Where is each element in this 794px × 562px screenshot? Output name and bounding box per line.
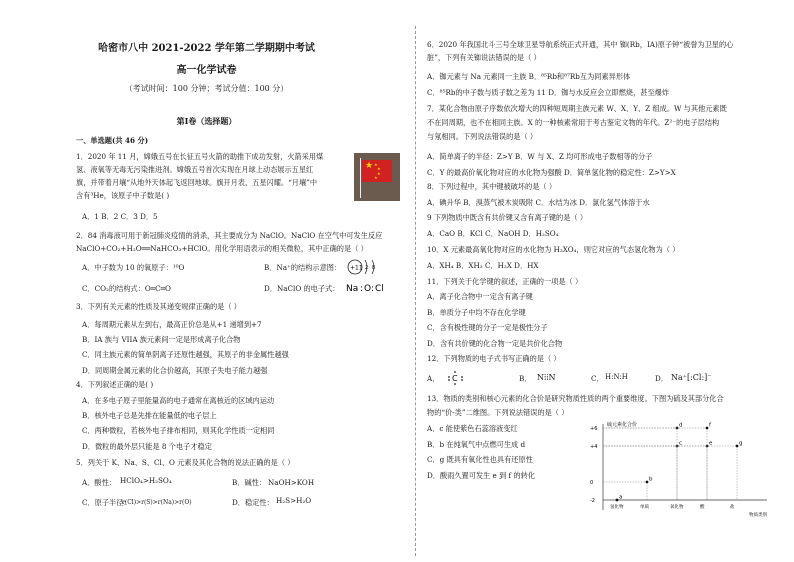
option: C． [591,374,604,383]
option: C．Y 的最高价氧化物对应的水化物为强酸 D．简单氢化物的稳定性：Z>Y>X [427,168,676,177]
text-line: 8．下列过程中，其中键被破坏的是（ ） [427,182,557,191]
option: C．CO₂的结构式：O═C═O [82,284,171,293]
point-label: f [709,422,711,429]
option: C．同主族元素的简单阴离子还原性越强，其原子的非金属性越强 [82,350,289,359]
option: A．酸性： [82,478,116,487]
naclo-electron-formula [346,279,386,295]
formula: r(Cl)>r(S)>r(Na)>r(O) [122,499,192,506]
option: C．两种微粒，若核外电子排布相同，则其化学性质一定相同 [82,426,275,435]
option: A．离子化合物中一定含有离子键 [427,292,533,301]
exam-meta: （考试时间：100 分钟；考试分值：100 分） [124,84,289,93]
text-line: 不在同周期，也不在相同主族。X 的一种核素常用于考古鉴定文物的年代。Z²⁻的电子层结构 [427,118,720,127]
svg-text::: : [371,284,375,294]
option: B． [519,374,532,383]
svg-text::: : [360,284,364,294]
text-line: 含有³He，该原子中子数是( ) [76,191,170,200]
option: A．中子数为 10 的氧原子：¹⁰O [82,263,185,272]
option: B．b 在纯氧气中点燃可生成 d [427,440,526,449]
option: D．微粒的最外层只能是 8 个电子才稳定 [82,442,212,451]
y-axis-label: 硫元素化合价 [607,422,638,428]
point-label: e [709,440,713,447]
option: B．核外电子总是先排在能量低的电子层上 [82,411,217,420]
svg-text:C: C [452,374,458,383]
svg-text:8: 8 [372,265,376,271]
option: D．NaClO 的电子式： [264,284,340,293]
text-line: 氢、液氧等无毒无污染推进剂。嫦娥五号首次实现在月球上动态展示五星红 [76,165,314,174]
data-point [706,427,709,430]
exam-subtitle: 高一化学试卷 [176,65,237,76]
svg-text:+11: +11 [350,264,363,272]
option: C．⁸⁵Rb的中子数与质子数之差为 11 D．铷与水反应会立即燃烧，甚至爆炸 [427,88,670,97]
right-column [419,0,794,562]
option: A． [427,374,440,383]
option: A．铷元素与 Na 元素同一主族 B．⁸⁵Rb和⁸⁷Rb互为同素异形体 [427,72,631,81]
star-icon: ★ [377,171,381,176]
option: C．g 既具有氧化性也具有还原性 [427,455,533,464]
option: A．简单离子的半径：Z>Y B．W 与 X、Z 均可形成电子数相等的分子 [427,152,653,161]
point-label: c [679,440,683,447]
formula: H:N:H [605,373,628,381]
option: D．稳定性： [232,498,274,507]
data-point [616,499,619,502]
na-ion-structure-diagram [346,257,386,277]
text-line: 7．某化合物由原子序数依次增大的四种短周期主族元素 W、X、Y、Z 组成。W 与其他元素既 [427,104,727,113]
text-line: 4．下列叙述正确的是( ) [76,380,154,389]
star-icon: ★ [374,175,378,180]
text-line: 6．2020 年我国北斗三号全球卫星导航系统正式开通，其中 铷(Rb，ⅠA)原子钟“被誉为卫星的心 [427,40,734,49]
x-tick-label: 盐 [730,505,735,510]
option: D．酸雨久置可发生 e 到 f 的转化 [427,471,536,480]
y-tick-label: +4 [590,444,598,450]
option: D．同周期金属元素的化合价越高，其原子失电子能力越强 [82,366,268,375]
option: B．碱性： [232,478,267,487]
point-label: b [649,476,653,483]
text-line: 10．X 元素最高氧化物对应的水化物为 H₃XO₄，则它对应的气态氢化物为（ ） [427,245,680,254]
svg-text:2: 2 [365,265,369,271]
y-tick-label: 0 [590,480,594,486]
star-icon: ★ [365,161,374,171]
y-tick-label: +6 [590,426,598,432]
data-point [646,481,649,484]
text-line: NaClO+CO₂+H₂O══NaHCO₃+HClO。用化学用语表示的相关微粒，其中正确的是（ ） [76,244,368,253]
x-tick-label: 氢化物 [610,505,624,510]
text-line: 11．下列关于化学键的叙述，正确的一项是（ ） [427,277,583,286]
point-label: d [679,422,683,429]
point-label: g [739,440,743,447]
x-tick-label: 氧化物 [670,505,684,510]
formula: HClO₄>H₂SO₄ [120,476,172,485]
text-line: 脏”，下列有关铷说法错误的是（ ） [427,53,541,62]
formula: Na⁺[:Cl:]⁻ [671,373,712,382]
sulfur-valence-class-chart [587,418,787,520]
text-line: 物的“价-类”二维图。下列说法错误的是（ ） [427,408,569,417]
text-line: A．1 B．2 C．3 D．5 [82,212,158,221]
option: D．含有共价键的化合物一定是共价化合物 [427,339,563,348]
text-line: 13．物质的类别和核心元素的化合价是研究物质性质的两个重要维度。下图为硫及其部分化合 [427,394,724,403]
option: A．c 能使紫色石蕊溶液变红 [427,424,518,433]
flag-image [362,160,392,182]
svg-text:Cl: Cl [375,284,384,294]
option: C．含有极性键的分子一定是极性分子 [427,323,548,332]
star-icon: ★ [374,162,378,167]
star-icon: ★ [377,166,381,171]
formula: NaOH>KOH [268,478,315,487]
flag-pole [360,158,361,198]
text-line: 旗，并带着月壤“从地外天体起飞返回地球。旗开月表，五星闪耀。“月壤”中 [76,178,318,187]
part-heading: 第Ⅰ卷（选择题） [176,116,237,126]
text-line: 9 下列物质中既含有共价键又含有离子键的是（ ） [427,213,588,222]
exam-title: 哈密市八中 2021-2022 学年第二学期期中考试 [98,43,315,54]
data-point [736,445,739,448]
column-divider [415,26,416,556]
text-line: 12．下列物质的电子式书写正确的是（ ） [427,354,561,363]
formula: N⁞⁞N [537,373,556,382]
formula: H₂S>H₂O [276,496,312,505]
option: C．原子半径： [82,498,131,507]
option: B．IA 族与 VIIA 族元素间一定是形成离子化合物 [82,335,241,344]
text-line: 5．列关于 K、Na、S、Cl、O 元素及其化合物的说法正确的是（ ） [76,458,295,467]
y-tick-label: -2 [590,498,595,504]
option-a-electron-formula [445,369,473,385]
section-heading: 一、单选题(共 46 分) [76,136,149,145]
text-line: 1．2020 年 11 月，嫦娥五号在长征五号火箭的助推下成功发射，火箭采用煤 [76,152,324,161]
x-tick-label: 单质 [640,505,649,510]
option: B．Na⁺的结构示意图： [264,263,342,272]
point-label: a [619,494,623,501]
x-axis-label: 物质类别 [749,513,767,518]
x-tick-label: 酸 [700,505,705,510]
lunar-flag-photo [354,153,400,201]
option: A．XH₄ B．XH₃ C．H₂X D．HX [427,261,539,270]
text-line: 3．下列有关元素的性质及其递变规律正确的是（ ） [76,302,241,311]
svg-text:O: O [364,284,372,294]
text-line: 2．84 消毒液可用于新冠肺炎疫情的消杀，其主要成分为 NaClO。NaClO 在空气中可发生反应 [76,231,383,240]
option: D． [655,374,668,383]
option: A．在多电子原子里能量高的电子通常在离核近的区域内运动 [82,396,275,405]
option: A．碘升华 B．溴蒸气被木炭吸附 C．水结为冰 D．氯化氢气体溶于水 [427,198,650,207]
option: A．每周期元素从左到右，最高正价总是从+1 递增到+7 [82,320,262,329]
option: A．CaO B．KCl C．NaOH D．H₂SO₄ [427,229,559,238]
svg-text:Na: Na [346,284,359,294]
text-line: 与氖相同。下列说法错误的是（ ） [427,132,538,141]
option: B．单质分子中均不存在化学键 [427,308,526,317]
